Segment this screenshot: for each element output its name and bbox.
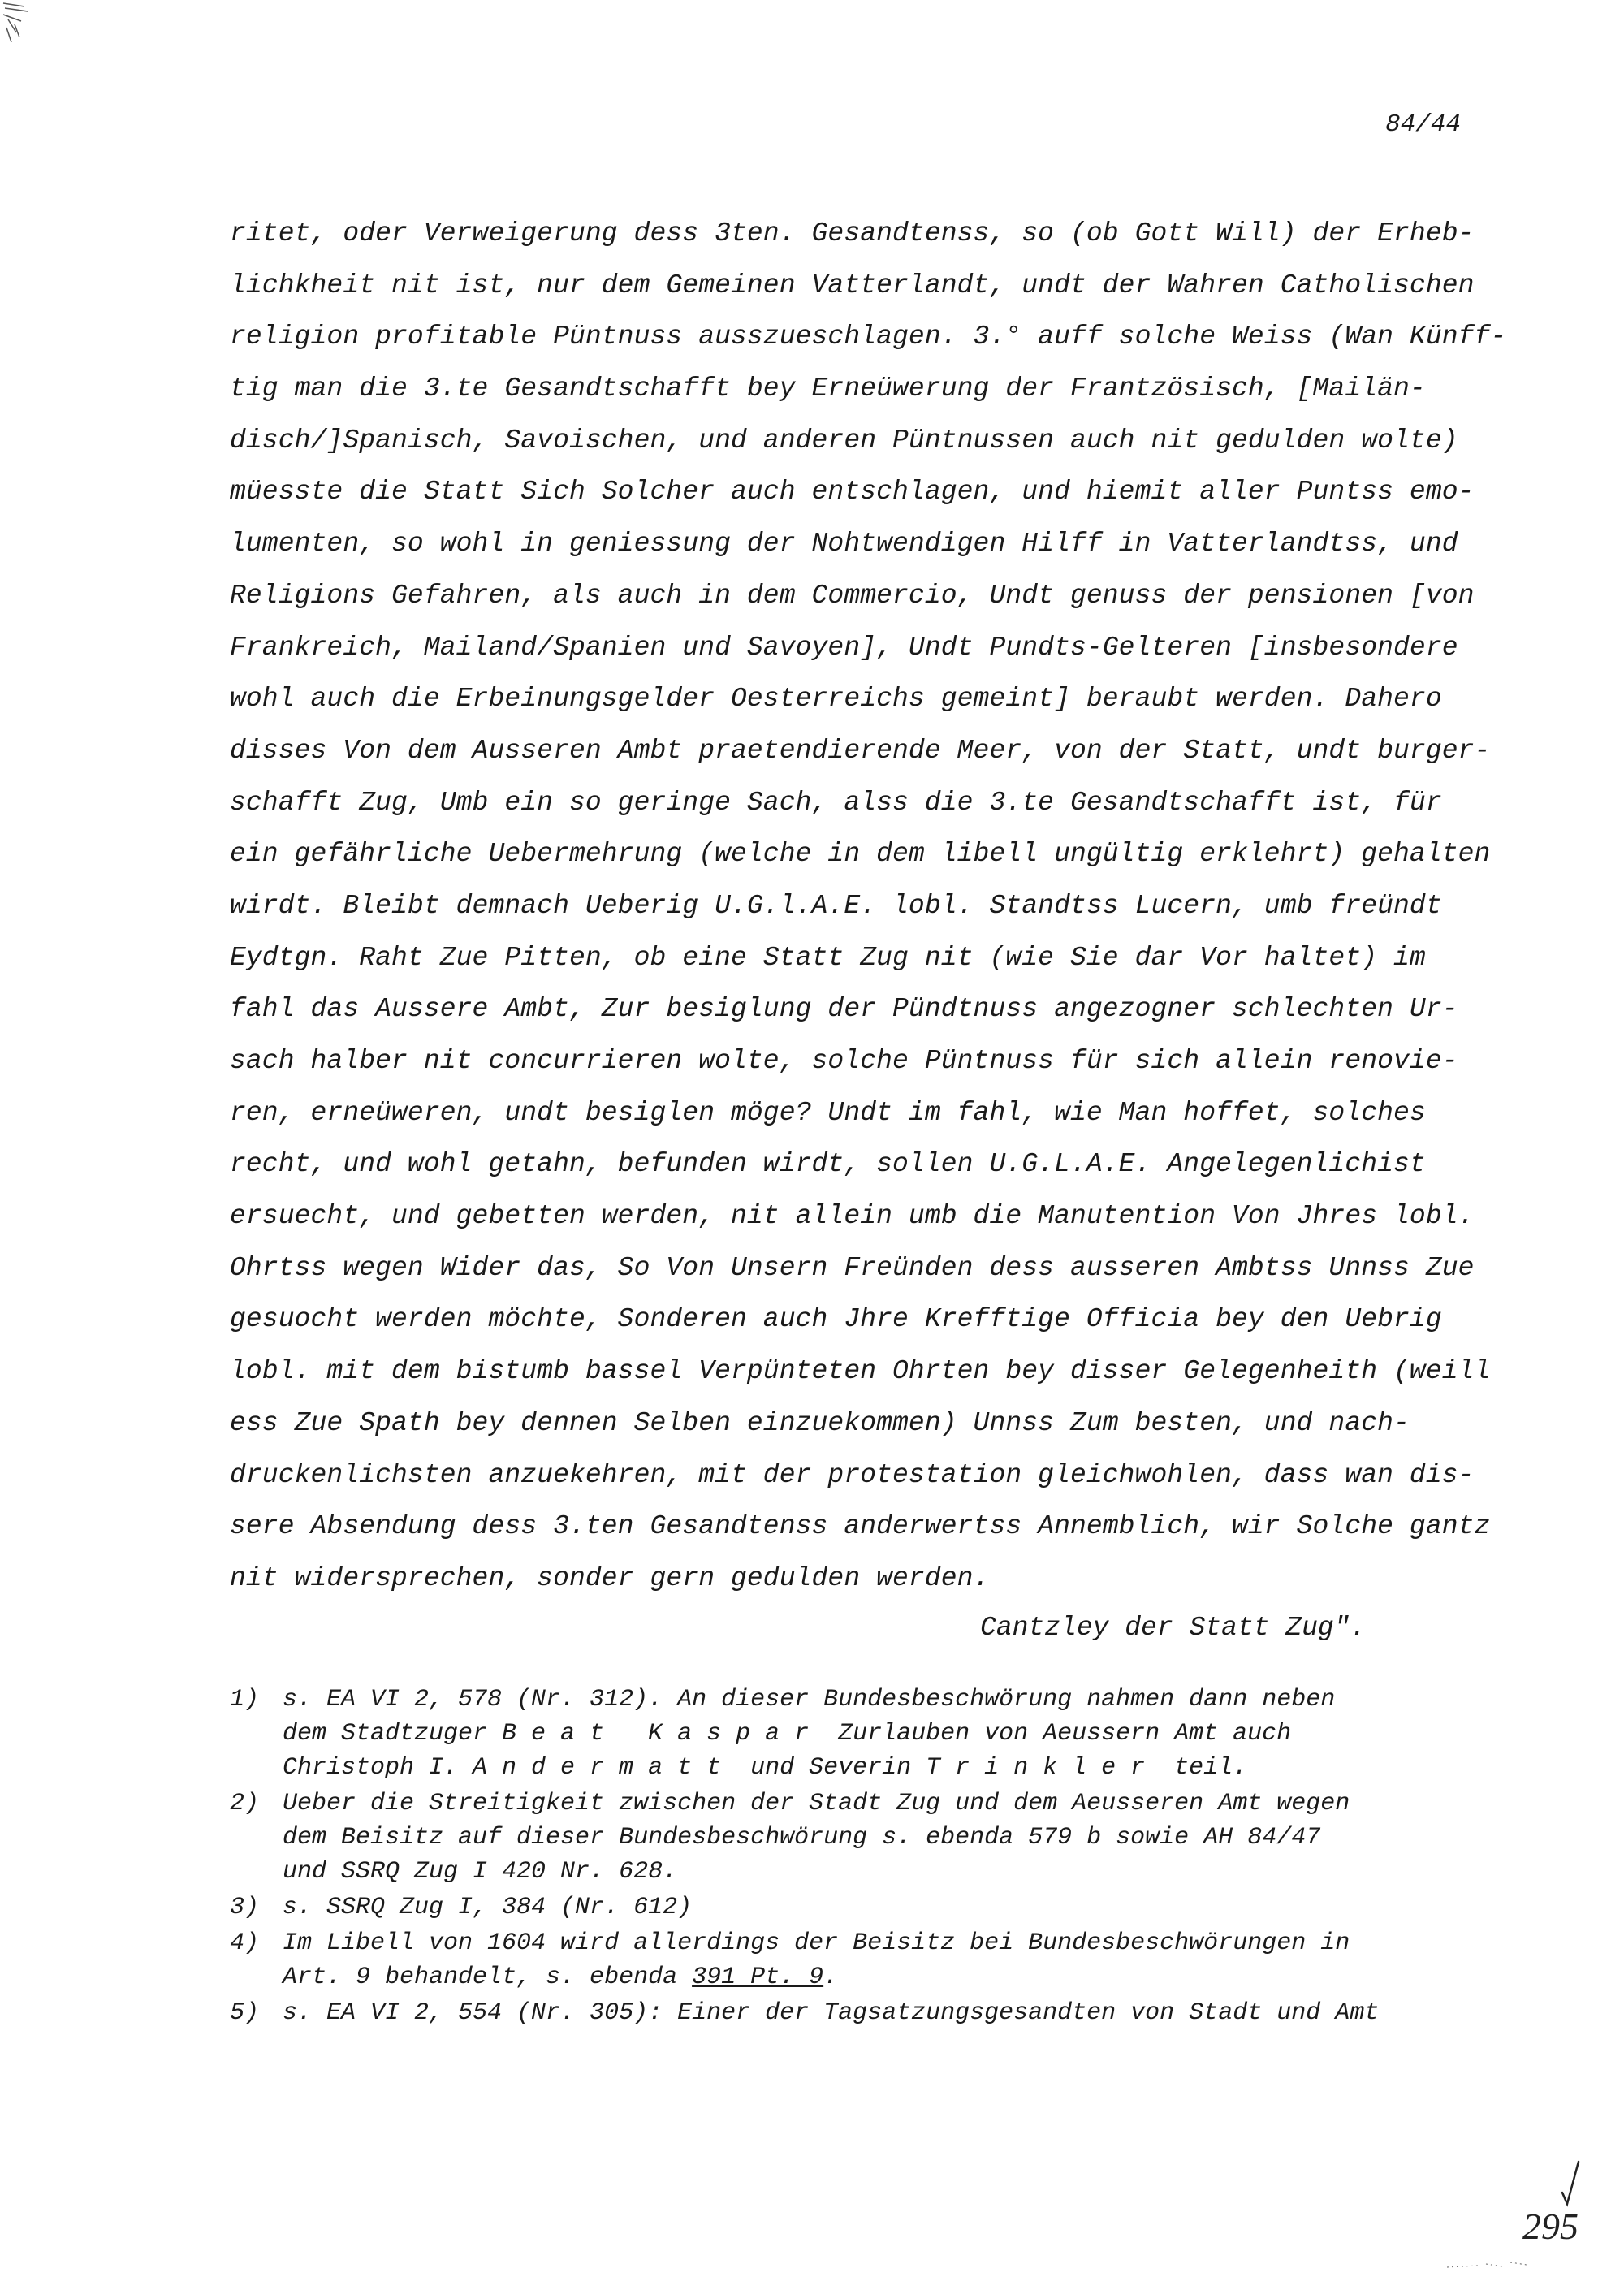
footnote-number: 3) [230,1894,260,1921]
body-line: lichkheit nit ist, nur dem Gemeinen Vatterlandt, undt der Wahren Catholischen [230,270,1475,300]
body-line: Ohrtss wegen Wider das, So Von Unsern Freünden dess ausseren Ambtss Unnss Zue [230,1252,1475,1283]
body-line: tig man die 3.te Gesandtschafft bey Erneüwerung der Frantzösisch, [Mailän- [230,374,1426,404]
body-line: fahl das Aussere Ambt, Zur besiglung der Pündtnuss angezogner schlechten Ur- [230,994,1458,1025]
body-line: ersuecht, und gebetten werden, nit allein umb die Manutention Von Jhres lobl. [230,1201,1475,1232]
footnote-text: und Severin [736,1754,926,1782]
body-line: ritet, oder Verweigerung dess 3ten. Gesandtenss, so (ob Gott Will) der Erheb- [230,218,1475,248]
footnote-line: s. EA VI 2, 554 (Nr. 305): Einer der Tagsatzungsgesandten von Stadt und Amt [283,1999,1380,2027]
body-line: ess Zue Spath bey dennen Selben einzuekommen) Unnss Zum besten, und nach- [230,1407,1410,1438]
footnote-2 [230,1787,1561,1889]
footnote-line: s. EA VI 2, 578 (Nr. 312). An dieser Bundesbeschwörung nahmen dann neben [283,1686,1336,1713]
spaced-name: Trinkler [926,1754,1160,1782]
footnote-number: 2) [230,1790,260,1817]
footnote-text: Christoph I. [283,1754,473,1782]
footnote-number: 5) [230,1999,260,2027]
body-line: wohl auch die Erbeinungsgelder Oesterreichs gemeint] beraubt werden. Dahero [230,684,1442,715]
footnote-line: Ueber die Streitigkeit zwischen der Stadt Zug und dem Aeusseren Amt wegen [283,1790,1350,1817]
footnote-4 [230,1926,1561,1994]
footnote-line: Im Libell von 1604 wird allerdings der Beisitz bei Bundesbeschwörungen in [283,1929,1350,1957]
body-line: nit widersprechen, sonder gern gedulden werden. [230,1562,990,1593]
footnote-line [283,1717,1561,1751]
footnote-text: teil. [1160,1754,1248,1782]
footnote-number: 1) [230,1686,260,1713]
letter-body [230,208,1521,1605]
body-line: müesste die Statt Sich Solcher auch entschlagen, und hiemit aller Puntss emo- [230,477,1475,508]
corner-scribble-mark [0,0,49,73]
footnote-text: . [823,1964,839,1991]
footnote-line [283,1960,1561,1994]
footnote-line: und SSRQ Zug I 420 Nr. 628. [283,1858,678,1886]
spaced-name: Beat Kaspar [502,1720,824,1748]
body-line: druckenlichsten anzuekehren, mit der protestation gleichwohlen, dass wan dis- [230,1459,1475,1490]
footnote-text: Zurlauben von Aeussern Amt auch [823,1720,1292,1748]
body-line: ein gefährliche Uebermehrung (welche in dem libell ungültig erklehrt) gehalten [230,839,1491,870]
footnote-number: 4) [230,1929,260,1957]
footnote-5 [230,1996,1561,2030]
underlined-reference: 391 Pt. 9 [692,1964,824,1991]
body-line: ren, erneüweren, undt besiglen möge? Undt im fahl, wie Man hoffet, solches [230,1097,1426,1128]
body-line: sere Absendung dess 3.ten Gesandtenss anderwertss Annemblich, wir Solche gantz [230,1511,1491,1542]
footnote-line: s. SSRQ Zug I, 384 (Nr. 612) [283,1894,693,1921]
scan-noise-marks [1445,2249,1551,2274]
footnotes-list [230,1683,1561,2032]
handwritten-folio-number: 295 [1522,2206,1579,2247]
body-line: disses Von dem Ausseren Ambt praetendierende Meer, von der Statt, undt burger- [230,735,1491,766]
body-line: wirdt. Bleibt demnach Ueberig U.G.l.A.E. lobl. Standtss Lucern, umb freündt [230,890,1442,921]
footnote-1 [230,1683,1561,1785]
footnote-text: dem Stadtzuger [283,1720,503,1748]
handwritten-check-mark [1557,2158,1582,2207]
spaced-name: Andermatt [473,1754,736,1782]
body-line: lobl. mit dem bistumb bassel Verpünteten Ohrten bey disser Gelegenheith (weill [230,1356,1491,1387]
footnote-line [283,1751,1561,1785]
body-line: disch/]Spanisch, Savoischen, und anderen Püntnussen auch nit gedulden wolte) [230,425,1458,456]
body-line: schafft Zug, Umb ein so geringe Sach, alss die 3.te Gesandtschafft ist, für [230,787,1442,818]
body-line: Eydtgn. Raht Zue Pitten, ob eine Statt Zug nit (wie Sie dar Vor haltet) im [230,942,1426,973]
signature-line: Cantzley der Statt Zug". [980,1613,1367,1643]
body-line: recht, und wohl getahn, befunden wirdt, sollen U.G.L.A.E. Angelegenlichist [230,1149,1426,1180]
body-line: sach halber nit concurrieren wolte, solche Püntnuss für sich allein renovie- [230,1046,1458,1076]
page-number: 84/44 [1385,110,1462,139]
footnote-text: Art. 9 behandelt, s. ebenda [283,1964,693,1991]
body-line: Religions Gefahren, als auch in dem Commercio, Undt genuss der pensionen [von [230,580,1475,611]
footnote-line: dem Beisitz auf dieser Bundesbeschwörung s. ebenda 579 b sowie AH 84/47 [283,1824,1321,1851]
body-line: Frankreich, Mailand/Spanien und Savoyen], Undt Pundts-Gelteren [insbesondere [230,632,1458,663]
body-line: religion profitable Püntnuss ausszueschlagen. 3.° auff solche Weiss (Wan Künff- [230,322,1507,352]
body-line: gesuocht werden möchte, Sonderen auch Jhre Krefftige Officia bey den Uebrig [230,1304,1442,1335]
body-line: lumenten, so wohl in geniessung der Nohtwendigen Hilff in Vatterlandtss, und [230,529,1458,560]
footnote-3 [230,1890,1561,1925]
